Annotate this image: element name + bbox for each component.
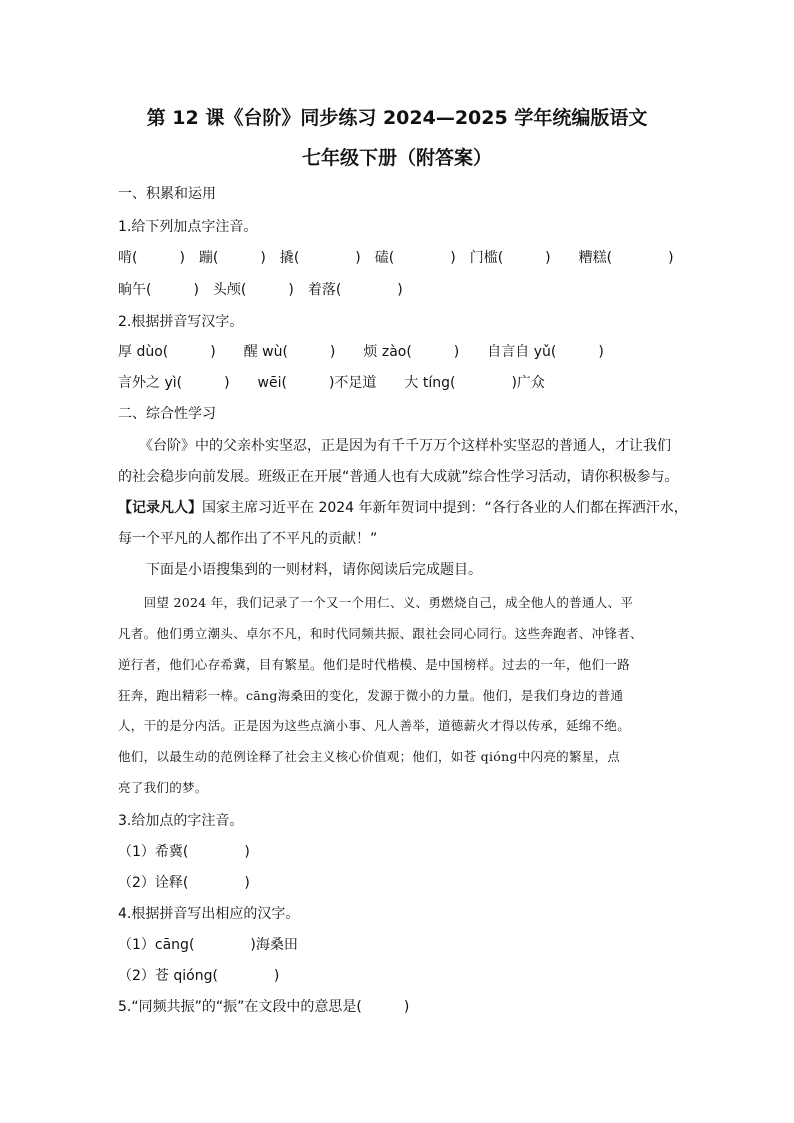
section2-heading: 二、综合性学习 xyxy=(118,406,216,422)
q1-row1: 啃( ) 蹦( ) 撬( ) 磕( ) 门槛( ) 糟糕( ) xyxy=(118,250,674,266)
material-line: 狂奔，跑出精彩一棒。cāng海桑田的变化，发源于微小的力量。他们，是我们身边的普通 xyxy=(118,688,624,703)
q2-row2: 言外之 yì( ) wēi( )不足道 大 tíng( )广众 xyxy=(118,375,545,391)
q4-item2: （2）苍 qióng( ) xyxy=(118,968,280,984)
material-line: 回望 2024 年，我们记录了一个又一个用仁、义、勇燃烧自己，成全他人的普通人、平 xyxy=(118,595,634,610)
document-title-line2: 七年级下册（附答案） xyxy=(301,147,492,169)
record-line1 xyxy=(118,500,688,516)
intro-line2: 的社会稳步向前发展。班级正在开展“普通人也有大成就”综合性学习活动，请你积极参与。 xyxy=(118,469,679,485)
q4-prompt: 4.根据拼音写出相应的汉字。 xyxy=(118,906,300,922)
q2-prompt: 2.根据拼音写汉字。 xyxy=(118,314,244,330)
material-intro: 下面是小语搜集到的一则材料，请你阅读后完成题目。 xyxy=(118,562,482,578)
document-title-line1: 第 12 课《台阶》同步练习 2024—2025 学年统编版语文 xyxy=(146,107,648,129)
section1-heading: 一、积累和运用 xyxy=(118,186,216,202)
q2-row1: 厚 dùo( ) 醒 wù( ) 烦 zào( ) 自言自 yǔ( ) xyxy=(118,344,604,360)
material-line: 逆行者，他们心存希冀，目有繁星。他们是时代楷模、是中国榜样。过去的一年，他们一路 xyxy=(118,657,631,672)
material-line: 凡者。他们勇立潮头、卓尔不凡，和时代同频共振、跟社会同心同行。这些奔跑者、冲锋者、 xyxy=(118,626,643,641)
record-label: 【记录凡人】 xyxy=(118,500,202,516)
q1-row2: 晌午( ) 头颅( ) 着落( ) xyxy=(118,282,403,298)
record-text1: 国家主席习近平在 2024 年新年贺词中提到：“各行各业的人们都在挥洒汗水， xyxy=(202,500,688,516)
intro-line1: 《台阶》中的父亲朴实坚忍，正是因为有千千万万个这样朴实坚忍的普通人，才让我们 xyxy=(118,438,671,454)
q5-prompt: 5.“同频共振”的“振”在文段中的意思是( ) xyxy=(118,999,410,1015)
record-line2: 每一个平凡的人都作出了不平凡的贡献！” xyxy=(118,531,378,547)
q3-prompt: 3.给加点的字注音。 xyxy=(118,813,244,829)
q1-prompt: 1.给下列加点字注音。 xyxy=(118,219,258,235)
material-line: 他们，以最生动的范例诠释了社会主义核心价值观；他们，如苍 qióng中闪亮的繁星，点 xyxy=(118,749,621,764)
q4-item1: （1）cāng( )海桑田 xyxy=(118,937,298,953)
material-line: 人，干的是分内活。正是因为这些点滴小事、凡人善举，道德薪火才得以传承，延绵不绝。 xyxy=(118,718,631,733)
q3-item2: （2）诠释( ) xyxy=(118,875,250,891)
material-line: 亮了我们的梦。 xyxy=(118,780,208,795)
q3-item1: （1）希冀( ) xyxy=(118,844,250,860)
